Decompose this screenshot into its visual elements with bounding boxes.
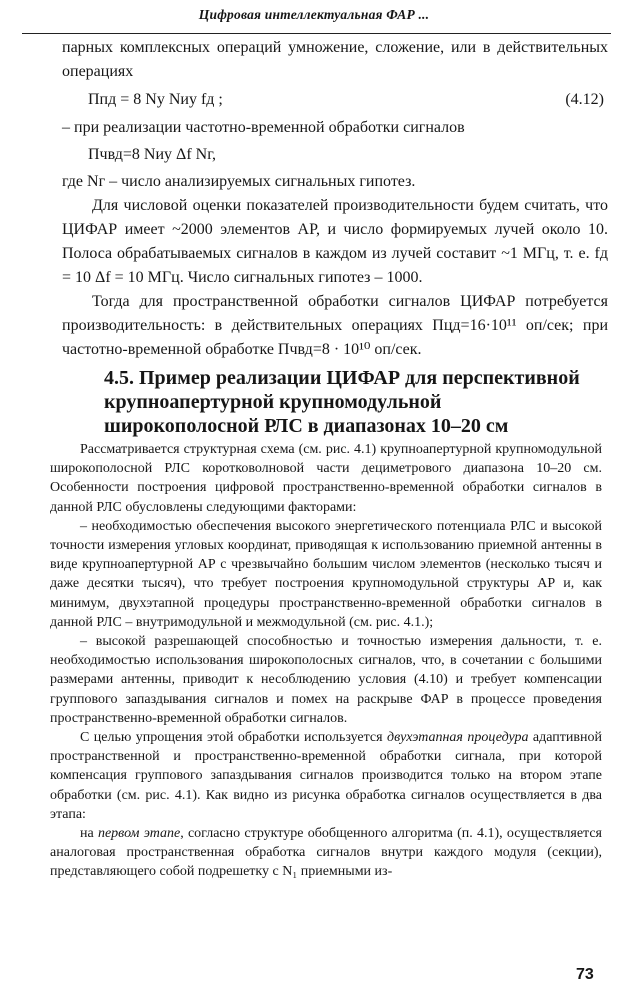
paragraph-10-rest: , согласно структуре обобщенного алгоритма (п. 4.1), осуществляется аналоговая пространственная обработка сигналов внутри каждого модуля (секции), представляющего собой подрешетку с N₁ приемными из-	[50, 826, 602, 880]
paragraph-9-start: С целью упрощения этой обработки используется	[80, 730, 387, 746]
paragraph-1: парных комплексных операций умножение, сложение, или в действительных операциях	[62, 39, 608, 80]
section-heading-line-1: 4.5. Пример реализации ЦИФАР для перспективной	[104, 367, 580, 389]
paragraph-8: – высокой разрешающей способностью и точностью измерения дальности, т. е. необходимостью использования широкополосных сигналов, что, в сочетании с большими размерами антенны, приводит к несоблюдению условия (4.10) и требует компенсации группового запаздывания сигналов и помех на раскрыве ФАР в процессе проведения пространственно-временной обработки сигналов.	[50, 634, 602, 726]
paragraph-5: Тогда для пространственной обработки сигналов ЦИФАР потребуется производительность: в действительных операциях Пцд=16·10¹¹ оп/сек; при частотно-временной обработке Пчвд=8 · 10¹⁰ оп/сек.	[62, 293, 608, 358]
running-header: Цифровая интеллектуальная ФАР ...	[198, 7, 430, 22]
paragraph-9	[50, 728, 602, 824]
paragraph-10	[50, 824, 602, 882]
formula-4-12-expression: Ппд = 8 Nу Nиу fд ;	[88, 91, 223, 108]
section-heading-line-2: крупноапертурной крупномодульной	[104, 391, 442, 413]
paragraph-10-emphasis: первом этапе	[97, 826, 181, 842]
formula-chvd-expression: Пчвд=8 Nиу Δf Nг,	[88, 146, 216, 163]
paragraph-7: – необходимостью обеспечения высокого энергетического потенциала РЛС и высокой точности измерения угловых координат, приводящая к использованию приемной антенны в виде крупноапертурной АР с чрезвычайно большим числом элементов (несколько тысяч и даже десятки тысяч), что требует построения крупномодульной структуры АР и, как минимум, двухэтапной процедуры пространственно-временной обработки сигналов в данной РЛС – внутримодульной и межмодульной (см. рис. 4.1.);	[50, 518, 602, 630]
formula-chvd	[62, 140, 608, 170]
header-rule	[22, 33, 611, 34]
paragraph-6: Рассматривается структурная схема (см. рис. 4.1) крупноапертурной крупномодульной широкополосной РЛС коротковолновой части дециметрового диапазона 10–20 см. Особенности построения цифровой пространственно-временной обработки сигналов в данной РЛС обусловлены следующими факторами:	[50, 442, 602, 515]
paragraph-2: – при реализации частотно-временной обработки сигналов	[62, 119, 465, 136]
paragraph-9-rest: адаптивной пространственной и пространственно-временной обработки сигнала, при которой компенсация группового запаздывания сигналов производится только на втором этапе обработки (см. рис. 4.1). Как видно из рисунка обработка сигналов осуществляется в два этапа:	[50, 730, 602, 822]
paragraph-9-emphasis: двухэтапная процедура	[387, 730, 529, 746]
paragraph-10-start: на	[80, 826, 98, 842]
lower-text-block	[50, 440, 602, 882]
section-heading-4-5	[104, 366, 604, 438]
formula-4-12-number: (4.12)	[565, 91, 604, 108]
upper-text-block	[62, 36, 608, 362]
paragraph-4: Для числовой оценки показателей производительности будем считать, что ЦИФАР имеет ~2000 элементов АР, и число формируемых лучей около 10. Полоса обрабатываемых сигналов в каждом из лучей составит ~1 МГц, т. е. fд = 10 Δf = 10 МГц. Число сигнальных гипотез – 1000.	[62, 197, 608, 286]
formula-4-12	[62, 84, 608, 116]
page-number: 73	[576, 966, 594, 983]
section-heading-line-3: широкополосной РЛС в диапазонах 10–20 см	[104, 415, 509, 437]
paragraph-3: где Nг – число анализируемых сигнальных гипотез.	[62, 173, 416, 190]
